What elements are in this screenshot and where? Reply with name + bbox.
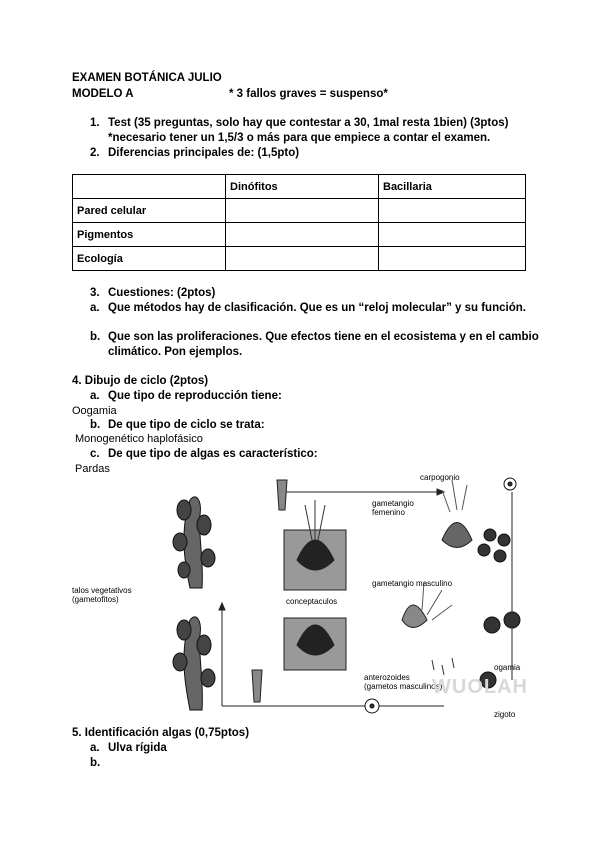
table-cell[interactable]	[226, 199, 379, 223]
label-gametangio-masc: gametangio masculino	[372, 579, 453, 588]
q3a-text: Que métodos hay de clasificación. Que es un “reloj molecular” y su función.	[108, 302, 526, 314]
tip-illustrations	[252, 480, 287, 702]
thallus-lower-illustration	[173, 617, 215, 710]
q3b-text-line1: Que son las proliferaciones. Que efectos tiene en el ecosistema y en el cambio	[108, 331, 539, 343]
q4b-letter: b.	[90, 419, 101, 431]
q1-note: *necesario tener un 1,5/3 o más para que empiece a contar el examen.	[108, 132, 491, 144]
q4a-text: Que tipo de reproducción tiene:	[108, 390, 282, 402]
label-carpogonio: carpogonio	[420, 473, 460, 482]
label-ogamia: ogamia	[494, 663, 521, 672]
q4c-text: De que tipo de algas es característico:	[108, 448, 318, 460]
q5a-letter: a.	[90, 742, 100, 754]
conceptacle-lower-illustration	[284, 618, 346, 670]
table-row	[73, 199, 526, 223]
q4b-text: De que tipo de ciclo se trata:	[108, 419, 265, 431]
q1-text: Test (35 preguntas, solo hay que contestar a 30, 1mal resta 1bien) (3ptos)	[108, 117, 509, 129]
table-row	[73, 223, 526, 247]
row-label: Ecología	[73, 247, 226, 271]
table-header-row	[73, 175, 526, 199]
fail-note: * 3 fallos graves = suspenso*	[229, 88, 388, 100]
q4-title: 4. Dibujo de ciclo (2ptos)	[72, 375, 209, 387]
comparison-table	[72, 174, 526, 271]
table-row	[73, 247, 526, 271]
exam-title: EXAMEN BOTÁNICA JULIO	[72, 72, 222, 84]
watermark-logo: WUOLAH	[432, 676, 528, 698]
label-gametangio-fem-2: femenino	[372, 508, 405, 517]
conceptacle-upper-illustration	[284, 500, 346, 590]
q5a-text: Ulva rígida	[108, 742, 167, 754]
row-label: Pigmentos	[73, 223, 226, 247]
table-header-cell: Bacillaria	[379, 175, 526, 199]
label-conceptaculos: conceptaculos	[286, 597, 338, 606]
q3-text: Cuestiones: (2ptos)	[108, 287, 216, 299]
q2-text: Diferencias principales de: (1,5pto)	[108, 147, 300, 159]
label-talos-1: talos vegetativos	[72, 586, 132, 595]
q5b-letter: b.	[90, 757, 101, 769]
q4c-answer: Pardas	[75, 463, 110, 475]
label-anterozoides-1: anterozoides	[364, 673, 410, 682]
q4a-letter: a.	[90, 390, 100, 402]
row-label: Pared celular	[73, 199, 226, 223]
q4c-letter: c.	[90, 448, 100, 460]
table-cell[interactable]	[379, 199, 526, 223]
q3b-letter: b.	[90, 331, 101, 343]
female-gametangium-illustration	[442, 480, 472, 548]
q3a-letter: a.	[90, 302, 100, 314]
label-anterozoides-2: (gametos masculinos)	[364, 682, 443, 691]
male-gametangium-illustration	[402, 582, 452, 628]
q1-number: 1.	[90, 117, 100, 129]
q2-number: 2.	[90, 147, 100, 159]
q4a-answer: Oogamia	[72, 405, 117, 417]
table-cell[interactable]	[379, 247, 526, 271]
q3b-text-line2: climático. Pon ejemplos.	[108, 346, 243, 358]
q4b-answer: Monogenético haplofásico	[75, 433, 203, 445]
exam-model: MODELO A	[72, 88, 134, 100]
table-header-cell	[73, 175, 226, 199]
thallus-upper-illustration	[173, 497, 215, 588]
q5-title: 5. Identificación algas (0,75ptos)	[72, 727, 250, 739]
table-cell[interactable]	[226, 247, 379, 271]
label-zigoto: zigoto	[494, 710, 516, 719]
table-cell[interactable]	[379, 223, 526, 247]
table-cell[interactable]	[226, 223, 379, 247]
egg-cells-illustration	[478, 478, 516, 562]
label-gametangio-fem-1: gametangio	[372, 499, 414, 508]
table-header-cell: Dinófitos	[226, 175, 379, 199]
label-talos-2: (gametofitos)	[72, 595, 119, 604]
q3-number: 3.	[90, 287, 100, 299]
